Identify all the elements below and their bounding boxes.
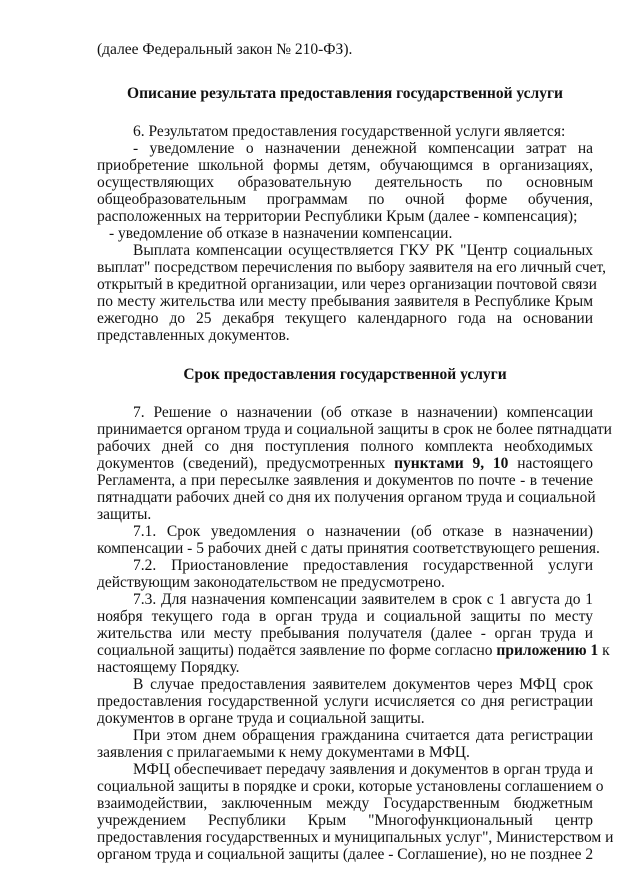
paragraph-line: ежегодно до 25 декабря текущего календарного года на основании bbox=[97, 310, 593, 327]
paragraph-line: защиты. bbox=[97, 506, 152, 523]
text-run: настоящего bbox=[508, 455, 593, 472]
text-run: документов (сведений), предусмотренных bbox=[97, 455, 395, 472]
paragraph-line: 7.1. Срок уведомления о назначении (об отказе в назначении) bbox=[133, 523, 593, 540]
paragraph-line bbox=[97, 455, 593, 472]
paragraph-line: настоящему Порядку. bbox=[97, 659, 240, 676]
paragraph-line: - уведомление об отказе в назначении компенсации. bbox=[109, 225, 453, 242]
paragraph-line: заявления с прилагаемыми к нему документами в МФЦ. bbox=[97, 744, 470, 761]
paragraph-line: приобретение школьной формы детям, обучающимся в организациях, bbox=[97, 157, 593, 174]
text-run: социальной защиты) подаётся заявление по форме согласно bbox=[97, 642, 497, 659]
paragraph-line: документов в органе труда и социальной защиты. bbox=[97, 710, 425, 727]
paragraph-line: взаимодействии, заключенным между Государственным бюджетным bbox=[97, 795, 593, 812]
paragraph-line: представленных документов. bbox=[97, 327, 290, 344]
paragraph-line: общеобразовательным программам по очной форме обучения, bbox=[97, 191, 593, 208]
paragraph-line: органом труда и социальной защиты (далее - Соглашение), но не позднее 2 bbox=[97, 846, 594, 863]
section-heading-term: Срок предоставления государственной услуги bbox=[183, 366, 507, 383]
paragraph-line: 7. Решение о назначении (об отказе в назначении) компенсации bbox=[133, 404, 593, 421]
paragraph-line: выплат" посредством перечисления по выбору заявителя на его личный счет, bbox=[97, 259, 606, 276]
paragraph-line: компенсации - 5 рабочих дней с даты принятия соответствующего решения. bbox=[97, 540, 600, 557]
paragraph-line: Регламента, а при пересылке заявления и документов по почте - в течение bbox=[97, 472, 593, 489]
paragraph-line: - уведомление о назначении денежной компенсации затрат на bbox=[133, 140, 593, 157]
text-run: к bbox=[598, 642, 610, 659]
paragraph-line: открытый в кредитной организации, или через организации почтовой связи bbox=[97, 276, 597, 293]
paragraph-line: Выплата компенсации осуществляется ГКУ РК "Центр социальных bbox=[133, 242, 593, 259]
paragraph-line: предоставления государственных и муниципальных услуг", Министерством и bbox=[97, 829, 614, 846]
paragraph-line: действующим законодательством не предусмотрено. bbox=[97, 574, 445, 591]
paragraph-line: МФЦ обеспечивает передачу заявления и документов в орган труда и bbox=[133, 761, 593, 778]
paragraph-line: принимается органом труда и социальной защиты в срок не более пятнадцати bbox=[97, 421, 612, 438]
paragraph-line: ноября текущего года в орган труда и социальной защиты по месту bbox=[97, 608, 593, 625]
paragraph-line: 7.3. Для назначения компенсации заявителем в срок с 1 августа до 1 bbox=[133, 591, 593, 608]
paragraph-line bbox=[97, 642, 610, 659]
paragraph-line: жительства или месту пребывания получателя (далее - орган труда и bbox=[97, 625, 593, 642]
paragraph-line: учреждением Республики Крым "Многофункциональный центр bbox=[97, 812, 593, 829]
bold-link-text: пунктами 9, 10 bbox=[394, 455, 509, 472]
paragraph-line: социальной защиты в порядке и сроки, которые установлены соглашением о bbox=[97, 778, 604, 795]
paragraph-line: 6. Результатом предоставления государственной услуги является: bbox=[133, 123, 566, 140]
section-heading-result: Описание результата предоставления государственной услуги bbox=[127, 85, 563, 102]
paragraph-line: по месту жительства или месту пребывания заявителя в Республике Крым bbox=[97, 293, 593, 310]
paragraph-line: В случае предоставления заявителем документов через МФЦ срок bbox=[133, 676, 593, 693]
paragraph-line: рабочих дней со дня поступления полного комплекта необходимых bbox=[97, 438, 593, 455]
paragraph-line: предоставления государственной услуги исчисляется со дня регистрации bbox=[97, 693, 593, 710]
paragraph-line: расположенных на территории Республики Крым (далее - компенсация); bbox=[97, 208, 578, 225]
paragraph-line: пятнадцати рабочих дней со дня их получения органом труда и социальной bbox=[97, 489, 596, 506]
intro-line: (далее Федеральный закон № 210-ФЗ). bbox=[97, 41, 353, 58]
paragraph-line: При этом днем обращения гражданина считается дата регистрации bbox=[133, 727, 593, 744]
paragraph-line: осуществляющих образовательную деятельность по основным bbox=[97, 174, 593, 191]
bold-link-text: приложению 1 bbox=[496, 642, 599, 659]
paragraph-line: 7.2. Приостановление предоставления государственной услуги bbox=[133, 557, 593, 574]
